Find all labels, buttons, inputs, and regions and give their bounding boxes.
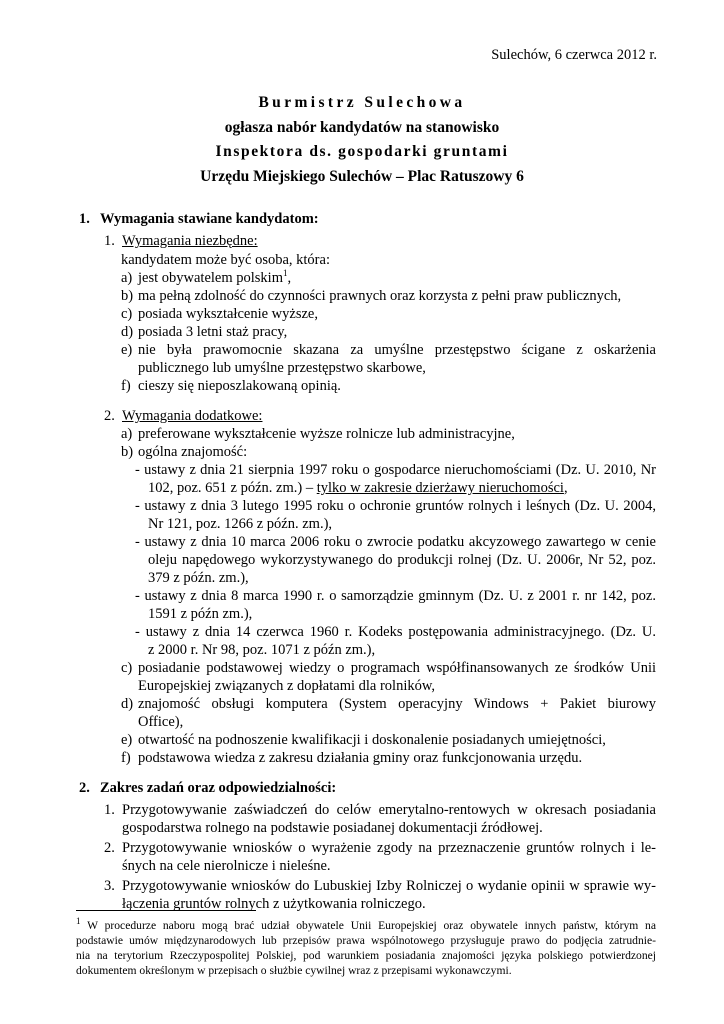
req-a-letter: a) <box>121 270 133 286</box>
add-a-text: preferowane wykształcenie wyższe rolnicze lub administracyjne, <box>138 426 515 442</box>
add-d-line1: znajomość obsługi komputera (System operacyjny Windows + Pakiet biurowy <box>138 696 656 712</box>
act-1-line1: - ustawy z dnia 21 sierpnia 1997 roku o gospodarce nieruchomościami (Dz. U. 2010, Nr <box>135 462 656 478</box>
add-e-text: otwartość na podnoszenie kwalifikacji i doskonalenie posiadanych umiejętności, <box>138 732 606 748</box>
req-e-line2: publicznego lub umyślne przestępstwo skarbowe, <box>138 360 426 376</box>
footnote-line4: dokumentem określonym w przepisach o służbie cywilnej wraz z przepisami wykonawczymi. <box>76 964 512 977</box>
header-announcement: ogłasza nabór kandydatów na stanowisko <box>224 119 500 136</box>
req-f-text: cieszy się nieposzlakowaną opinią. <box>138 378 341 394</box>
req-f-letter: f) <box>121 378 131 394</box>
req-c-text: posiada wykształcenie wyższe, <box>138 306 318 322</box>
req-b-letter: b) <box>121 288 134 304</box>
sub2-number: 2. <box>104 408 115 424</box>
add-a-letter: a) <box>121 426 133 442</box>
add-f-letter: f) <box>121 750 131 766</box>
section1-title: Wymagania stawiane kandydatom: <box>100 211 319 227</box>
sub1-number: 1. <box>104 233 115 249</box>
act-2-line1: - ustawy z dnia 3 lutego 1995 roku o ochronie gruntów rolnych i leśnych (Dz. U. 2004, <box>135 498 656 514</box>
task-3-line2: łączenia gruntów rolnych z użytkowania rolniczego. <box>122 896 426 912</box>
footnote-ref: 1 <box>282 268 288 279</box>
task-3-line1: Przygotowywanie wniosków do Lubuskiej Izby Rolniczej o wydanie opinii w sprawie wy- <box>122 878 656 894</box>
header-mayor: Burmistrz Sulechowa <box>258 94 466 111</box>
req-d-text: posiada 3 letni staż pracy, <box>138 324 288 340</box>
add-b-text: ogólna znajomość: <box>138 444 248 460</box>
add-b-letter: b) <box>121 444 134 460</box>
header-position: Inspektora ds. gospodarki gruntami <box>215 143 509 160</box>
act-4-line1: - ustawy z dnia 8 marca 1990 r. o samorządzie gminnym (Dz. U. z 2001 r. nr 142, poz. <box>135 588 656 604</box>
sub2-title: Wymagania dodatkowe: <box>122 408 263 424</box>
req-e-line1: nie była prawomocnie skazana za umyślne przestępstwo ścigane z oskarżenia <box>138 342 656 358</box>
task-1-line2: gospodarstwa rolnego na podstawie posiadanej dokumentacji źródłowej. <box>122 820 543 836</box>
act-3-line3: 379 z późn. zm.), <box>148 570 249 586</box>
task-1-line1: Przygotowywanie zaświadczeń do celów emerytalno-rentowych w okresach posiadania <box>122 802 656 818</box>
act-5-line1: - ustawy z dnia 14 czerwca 1960 r. Kodeks postępowania administracyjnego. (Dz. U. <box>135 624 656 640</box>
task-2-line2: śnych na cele nierolnicze i nieleśne. <box>122 858 331 874</box>
header-office: Urzędu Miejskiego Sulechów – Plac Ratuszowy 6 <box>200 168 524 185</box>
add-d-line2: Office), <box>138 714 184 730</box>
req-b-text: ma pełną zdolność do czynności prawnych oraz korzysta z pełni praw publicznych, <box>138 288 622 304</box>
footnote-separator <box>76 910 256 911</box>
add-c-line1: posiadanie podstawowej wiedzy o programach współfinansowanych ze środków Unii <box>138 660 656 676</box>
act-4-line2: 1591 z późn zm.), <box>148 606 253 622</box>
req-a-text: jest obywatelem polskim$^1$, <box>138 268 292 286</box>
task-1-number: 1. <box>104 802 115 818</box>
req-d-letter: d) <box>121 324 134 340</box>
add-f-text: podstawowa wiedza z zakresu działania gminy oraz funkcjonowania urzędu. <box>138 750 583 766</box>
footnote-line1: $^1$ W procedurze naboru mogą brać udział obywatele Unii Europejskiej oraz obywatele innych państw, którym na <box>76 916 656 932</box>
add-e-letter: e) <box>121 732 133 748</box>
section2-title: Zakres zadań oraz odpowiedzialności: <box>100 780 337 796</box>
document-date: Sulechów, 6 czerwca 2012 r. <box>491 47 657 63</box>
add-c-letter: c) <box>121 660 133 676</box>
sub1-title: Wymagania niezbędne: <box>122 233 258 249</box>
act-1-line2: 102, poz. 651 z późn. zm.) – tylko w zakresie dzierżawy nieruchomości, <box>148 480 568 496</box>
act-2-line2: Nr 121, poz. 1266 z późn. zm.), <box>148 516 333 532</box>
footnote-mark: 1 <box>76 916 81 927</box>
section1-number: 1. <box>79 211 90 227</box>
footnote-line3: nia na terytorium Rzeczypospolitej Polskiej, pod warunkiem posiadania znajomości języka polskiego potwierdzonej <box>76 949 656 962</box>
req-c-letter: c) <box>121 306 133 322</box>
act-5-line2: z 2000 r. Nr 98, poz. 1071 z późn zm.), <box>148 642 376 658</box>
task-3-number: 3. <box>104 878 115 894</box>
req-e-letter: e) <box>121 342 133 358</box>
footnote-line2: podstawie umów międzynarodowych lub przepisów prawa wspólnotowego przysługuje prawo do podjęcia zatrudnie- <box>76 934 656 947</box>
task-2-line1: Przygotowywanie wniosków o wyrażenie zgody na przeznaczenie gruntów rolnych i le- <box>122 840 656 856</box>
add-d-letter: d) <box>121 696 134 712</box>
act-3-line1: - ustawy z dnia 10 marca 2006 roku o zwrocie podatku akcyzowego zawartego w cenie <box>135 534 656 550</box>
add-c-line2: Europejskiej związanych z dopłatami dla rolników, <box>138 678 436 694</box>
task-2-number: 2. <box>104 840 115 856</box>
sub1-intro: kandydatem może być osoba, która: <box>121 252 330 268</box>
act-3-line2: oleju napędowego wykorzystywanego do produkcji rolnej (Dz. U. 2006r, Nr 52, poz. <box>148 552 656 568</box>
section2-number: 2. <box>79 780 90 796</box>
